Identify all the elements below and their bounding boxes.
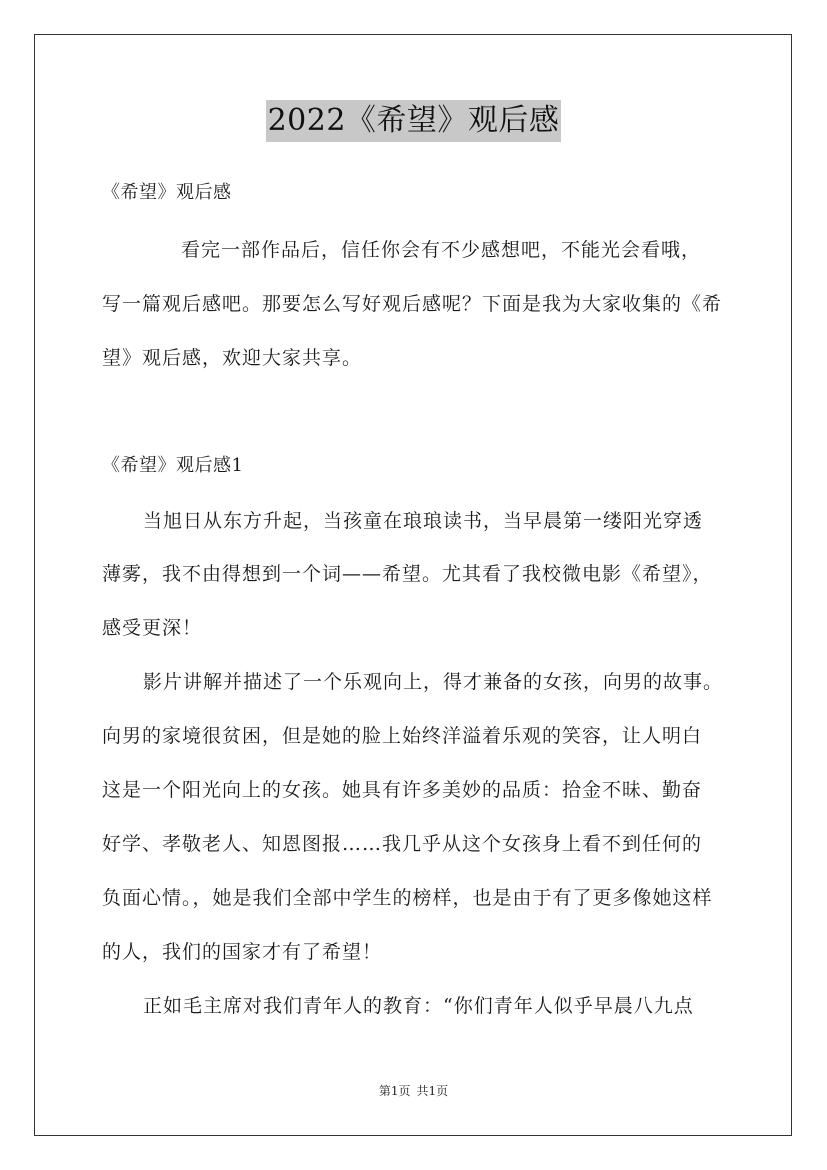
page-footer	[0, 1083, 827, 1099]
intro-line-2: 写一篇观后感吧。那要怎么写好观后感呢？下面是我为大家收集的《希	[102, 293, 723, 315]
body-line-10: 正如毛主席对我们青年人的教育：“你们青年人似乎早晨八九点	[143, 995, 694, 1017]
intro-line-1: 看完一部作品后，信任你会有不少感想吧，不能光会看哦，	[181, 239, 702, 261]
page-total: 共1页	[416, 1084, 449, 1098]
body-line-5: 向男的家境很贫困，但是她的脸上始终洋溢着乐观的笑容，让人明白	[102, 725, 703, 747]
body-line-8: 负面心情。，她是我们全部中学生的榜样，也是由于有了更多像她这样	[102, 887, 713, 909]
section-heading: 《希望》观后感1	[102, 455, 244, 476]
document-title: 2022《希望》观后感	[266, 100, 562, 142]
title-wrap	[0, 100, 827, 142]
document-subtitle: 《希望》观后感	[102, 182, 232, 203]
body-line-1: 当旭日从东方升起，当孩童在琅琅读书，当早晨第一缕阳光穿透	[143, 510, 704, 532]
body-line-3: 感受更深！	[102, 617, 203, 639]
body-line-4: 影片讲解并描述了一个乐观向上，得才兼备的女孩，向男的故事。	[143, 671, 724, 693]
body-line-6: 这是一个阳光向上的女孩。她具有许多美妙的品质：拾金不昧、勤奋	[102, 779, 703, 801]
page-current: 第1页	[378, 1084, 411, 1098]
body-line-9: 的人，我们的国家才有了希望！	[102, 941, 383, 963]
intro-line-3: 望》观后感，欢迎大家共享。	[102, 347, 363, 369]
body-line-2: 薄雾，我不由得想到一个词——希望。尤其看了我校微电影《希望》，	[102, 563, 713, 585]
body-line-7: 好学、孝敬老人、知恩图报……我几乎从这个女孩身上看不到任何的	[102, 833, 703, 855]
